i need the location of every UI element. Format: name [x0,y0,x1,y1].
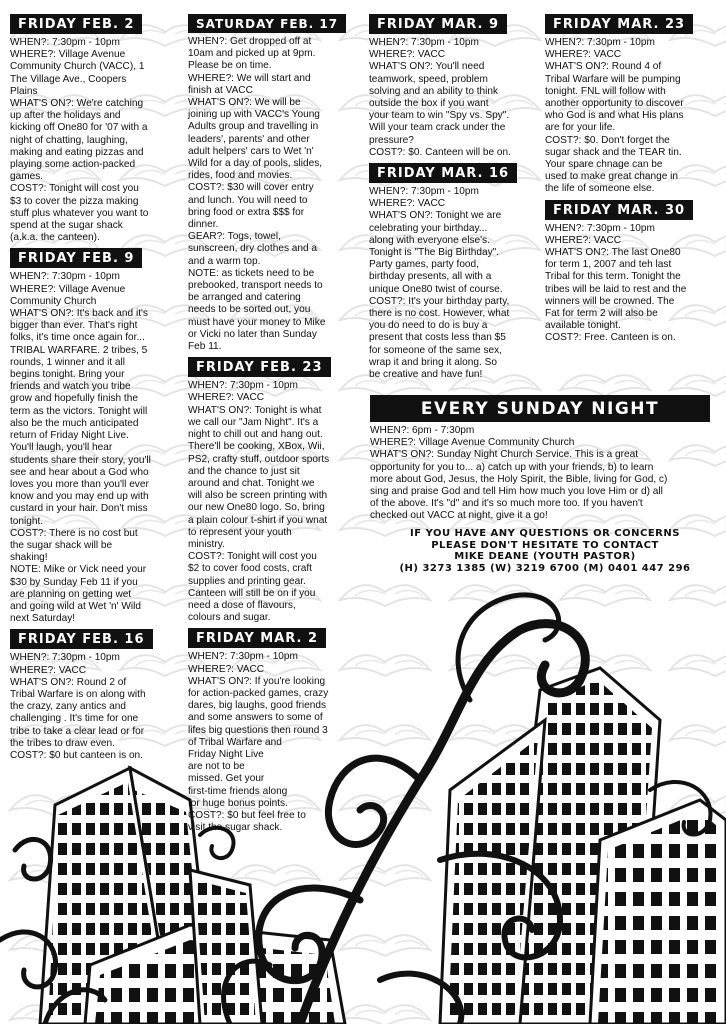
sunday-line: sing and praise God and tell Him how much you love Him or d) all [370,486,663,498]
event-line: dares, big laughs, good friends [188,700,327,712]
event-line: WHERE?: VACC [369,49,446,61]
event-line: night of chatting, laughing, [10,134,128,146]
event-line: WHERE?: VACC [188,392,265,404]
event-line: TRIBAL WARFARE. 2 tribes, 5 [10,344,148,356]
event-line: to represent your youth [188,526,292,538]
event-line: WHERE?: We will start and [188,72,311,84]
event-line: WHAT'S ON?: It's back and it's [10,308,148,320]
event-line: lifes big questions then round 3 [188,724,328,736]
event-line: next Saturday! [10,613,76,625]
event-line: bigger than ever. That's right [10,320,138,332]
event-line: WHEN?: 7:30pm - 10pm [10,271,120,283]
event-line: teamwork, speed, problem [369,73,488,85]
event-line: begins tonight. Bring your [10,369,125,381]
event-line: WHEN?: 7:30pm - 10pm [188,380,298,392]
event-line: wrap it and bring it along. So [369,356,497,368]
event-line: WHAT'S ON?: Round 4 of [545,61,662,73]
event-line: for someone of the same sex, [369,344,502,356]
event-line: friends and watch you tribe [10,381,131,393]
event-line: see and hear about a God who [10,466,149,478]
event-line: Party games, party food, [369,259,479,271]
event-fri-mar-30 [545,200,721,345]
event-line: 10am and picked up at 9pm. [188,48,316,60]
event-line: You'll laugh, you'll hear [10,442,113,454]
event-line: COST?: Tonight will cost you [188,551,317,563]
event-line: up after the holidays and [10,110,121,122]
event-title: FRIDAY MAR. 9 [369,14,507,34]
event-line: pressure? [369,134,414,146]
sunday-details [370,425,715,523]
event-line: The Village Ave., Coopers [10,73,127,85]
event-line: there is no cost. However, what [369,308,510,320]
event-line: WHERE?: VACC [545,49,622,61]
event-line: spend at the sugar shack [10,220,123,232]
event-line: be arranged and catering [188,292,301,304]
event-line: must have your money to Mike [188,316,326,328]
event-fri-mar-9 [369,14,541,159]
event-line: custard in your hair. Don't miss [10,503,148,515]
event-line: NOTE: as tickets need to be [188,267,315,279]
event-title: FRIDAY FEB. 23 [188,357,331,377]
event-line: our new One80 logo. So, bring [188,502,325,514]
event-line: and a warm top. [188,255,261,267]
contact-line: IF YOU HAVE ANY QUESTIONS OR CONCERNS [410,528,680,539]
event-line: Please be on time. [188,60,272,72]
event-line: Tribal Warfare is on along with [10,688,146,700]
event-title: SATURDAY FEB. 17 [188,14,346,33]
event-line: WHEN?: 7:30pm - 10pm [10,652,120,664]
event-fri-feb-9 [10,248,185,625]
event-line: WHEN?: 7:30pm - 10pm [188,651,298,663]
event-line: WHAT'S ON?: We will be [188,97,301,109]
event-line: PS2, crafty stuff, outdoor sports [188,453,330,465]
event-line: solving and an ability to think [369,85,499,97]
event-line: Adults group and travelling in [188,121,319,133]
event-line: $2 to cover food costs, craft [188,563,312,575]
event-line: COST?: $0. Canteen will be on. [369,146,511,158]
event-line: Canteen will still be on if you [188,587,316,599]
event-line: COST?: $0 but feel free to [188,809,306,821]
event-line: NOTE: Mike or Vick need your [10,564,147,576]
sunday-title: EVERY SUNDAY NIGHT [370,395,710,422]
event-line: be creative and have fun! [369,369,483,381]
event-line: WHAT'S ON?: You'll need [369,61,485,73]
event-line: term as the victors. Tonight will [10,405,148,417]
event-line: WHERE?: Village Avenue [10,283,126,295]
event-line: Community Church [10,295,97,307]
event-line: the tribes to draw even. [10,737,115,749]
event-line: (a.k.a. the canteen). [10,232,100,244]
event-title: FRIDAY MAR. 2 [188,628,326,648]
event-line: COST?: Free. Canteen is on. [545,332,676,344]
event-line: your team to win "Spy vs. Spy". [369,110,510,122]
event-line: adult helpers' cars to Wet 'n' [188,145,314,157]
event-line: WHAT'S ON?: If you're looking [188,675,326,687]
column-2 [188,14,366,838]
event-line: students share their story, you'll [10,454,151,466]
event-line: celebrating your birthday... [369,222,488,234]
event-line: a plain colour t-shirt if you wnat [188,514,328,526]
event-line: bring food or extra $$$ for [188,206,305,218]
event-line: tribe to take a clear lead or for [10,725,145,737]
event-line: along with everyone else's. [369,234,490,246]
event-line: challenging . It's time for one [10,713,139,725]
event-fri-mar-2 [188,628,366,834]
event-line: will also be screen printing with [188,490,328,502]
event-line: WHEN?: 7:30pm - 10pm [10,37,120,48]
event-line: There'll be cooking, XBox, Wii, [188,441,325,453]
event-line: Community Church (VACC), 1 [10,61,145,73]
event-line: missed. Get your [188,773,265,785]
event-line: GEAR?: Togs, towel, [188,231,281,243]
event-fri-feb-16 [10,629,185,762]
event-fri-mar-16 [369,163,541,381]
event-fri-feb-2 [10,14,185,244]
event-title: FRIDAY FEB. 2 [10,14,142,34]
event-line: and going wild at Wet 'n' Wild [10,600,142,612]
event-line: and the chance to just sit [188,465,300,477]
event-line: loves you more than you'll ever [10,478,149,490]
event-line: the life of someone else. [545,183,655,195]
event-line: who God is and what His plans [545,110,684,122]
event-line: the crazy, zany antics and [10,701,126,713]
event-line: folks, it's time once again for... [10,332,145,344]
event-line: you do need to do is buy a [369,320,488,332]
event-line: COST?: $0. Don't forget the [545,134,670,146]
event-line: and lunch. You will need to [188,194,308,206]
sunday-line: checked out VACC at night, give it a go! [370,510,548,522]
event-line: also be the much anticipated [10,417,139,429]
event-line: sunscreen, dry clothes and a [188,243,318,255]
event-line: tribes will be laid to rest and the [545,283,687,295]
column-3 [369,14,541,385]
event-line: WHEN?: 7:30pm - 10pm [369,37,479,48]
event-line: need a dose of flavours, [188,599,296,611]
event-line: leaders', parents' and other [188,133,310,145]
event-line: sugar shack and the TEAR tin. [545,146,682,158]
event-line: Fat for term 2 will also be [545,308,658,320]
event-line: COST?: There is no cost but [10,527,138,539]
event-line: shaking! [10,552,48,564]
event-line: tonight. [10,515,44,527]
event-line: COST?: Tonight will cost you [10,183,139,195]
sunday-line: WHEN?: 6pm - 7:30pm [370,425,475,436]
event-line: for action-packed games, crazy [188,687,329,699]
event-line: stuff plus whatever you want to [10,207,149,219]
event-line: used to make great change in [545,171,678,183]
event-line: birthday presents, all with a [369,271,492,283]
event-line: $30 by Sunday Feb 11 if you [10,576,138,588]
event-line: WHEN?: 7:30pm - 10pm [545,37,655,48]
event-line: Tonight is "The Big Birthday". [369,247,500,259]
event-title: FRIDAY MAR. 30 [545,200,693,220]
event-line: rounds, 1 winner and it all [10,356,126,368]
event-line: know and you may end up with [10,491,149,503]
event-line: prebooked, transport needs to [188,280,323,292]
event-line: WHEN?: 7:30pm - 10pm [545,222,655,234]
event-title: FRIDAY FEB. 9 [10,248,142,268]
event-line: or Vicki no later than Sunday [188,328,317,340]
event-line: colours and sugar. [188,612,271,624]
event-line: WHAT'S ON?: We're catching [10,98,144,110]
event-line: winners will be crowned. The [545,295,675,307]
sunday-line: more about God, Jesus, the Holy Spirit, the Bible, living for God, c) [370,473,668,485]
event-line: return of Friday Night Live. [10,430,129,442]
event-line: outside the box if you want [369,98,489,110]
event-line: supplies and printing gear. [188,575,306,587]
sunday-line: opportunity for you to... a) catch up with your friends, b) to learn [370,461,654,473]
event-line: Friday Night Live [188,748,264,760]
sunday-line: WHAT'S ON?: Sunday Night Church Service. This is a great [370,449,639,461]
event-line: dinner. [188,219,219,231]
sunday-line: WHERE?: Village Avenue Community Church [370,437,575,449]
event-line: Plains [10,85,38,97]
event-line: first-time friends along [188,785,288,797]
event-line: WHERE?: VACC [369,198,446,210]
event-line: the sugar shack will be [10,539,113,551]
event-line: of Tribal Warfare and [188,736,282,748]
event-line: night to chill out and hang out. [188,429,323,441]
event-line: around and chat. Tonight we [188,477,315,489]
event-line: WHAT'S ON?: Tonight we are [369,210,502,222]
event-line: finish at VACC [188,84,253,96]
event-line: games. [10,171,44,183]
column-4 [545,14,721,349]
event-line: Tribal Warfare will be pumping [545,73,681,85]
contact-block [372,528,718,574]
event-line: ministry. [188,538,225,550]
event-line: rides, food and movies. [188,170,293,182]
event-line: grow and hopefully finish the [10,393,138,405]
event-line: available tonight. [545,320,621,332]
event-fri-feb-23 [188,357,366,624]
event-line: Feb 11. [188,341,222,353]
event-line: WHERE?: Village Avenue [10,49,126,61]
event-line: COST?: $0 but canteen is on. [10,749,143,761]
event-sat-feb-17 [188,14,366,353]
event-line: WHERE?: VACC [10,664,87,676]
event-line: present that costs less than $5 [369,332,506,344]
event-line: are not to be [188,761,245,773]
event-title: FRIDAY FEB. 16 [10,629,153,649]
event-line: and some answers to some of [188,712,323,724]
event-line: WHAT'S ON?: Round 2 of [10,676,127,688]
event-line: Your spare chnage can be [545,159,663,171]
event-line: kicking off One80 for '07 with a [10,122,148,134]
event-line: for term 1, 2007 and teh last [545,259,672,271]
event-line: WHERE?: VACC [545,234,622,246]
event-line: joining up with VACC's Young [188,109,320,121]
event-line: for huge bonus points. [188,797,288,809]
event-line: needs to be sorted out, you [188,304,311,316]
event-line: Will your team crack under the [369,122,506,134]
column-1 [10,14,185,766]
event-line: WHEN?: Get dropped off at [188,36,312,47]
event-line: Wild for a day of pools, slides, [188,158,323,170]
event-title: FRIDAY MAR. 16 [369,163,517,183]
event-line: are for your life. [545,122,616,134]
event-line: we call our "Jam Night". It's a [188,416,319,428]
event-line: WHEN?: 7:30pm - 10pm [369,186,479,198]
event-line: Tribal for this term. Tonight the [545,271,681,283]
event-line: COST?: $30 will cover entry [188,182,314,194]
event-line: tonight. FNL will follow with [545,85,666,97]
event-line: COST?: It's your birthday party, [369,295,510,307]
contact-name: MIKE DEANE (YOUTH PASTOR) [454,551,636,562]
event-line: WHERE?: VACC [188,663,265,675]
contact-phone: (H) 3273 1385 (W) 3219 6700 (M) 0401 447 296 [399,562,691,574]
event-line: WHAT'S ON?: The last One80 [545,247,681,259]
contact-line: PLEASE DON'T HESITATE TO CONTACT [431,539,659,551]
event-line: another opportunity to discover [545,98,684,110]
event-line: visit the sugar shack. [188,822,283,834]
event-line: making and eating pizzas and [10,146,144,158]
sunday-line: of the above. It's "d" and it's so much more too. If you haven't [370,498,643,510]
event-line: are planning on getting wet [10,588,132,600]
event-title: FRIDAY MAR. 23 [545,14,693,34]
event-line: playing some action-packed [10,159,136,171]
event-fri-mar-23 [545,14,721,196]
event-line: $3 to cover the pizza making [10,195,139,207]
event-line: WHAT'S ON?: Tonight is what [188,404,322,416]
event-line: unique One80 twist of course. [369,283,503,295]
